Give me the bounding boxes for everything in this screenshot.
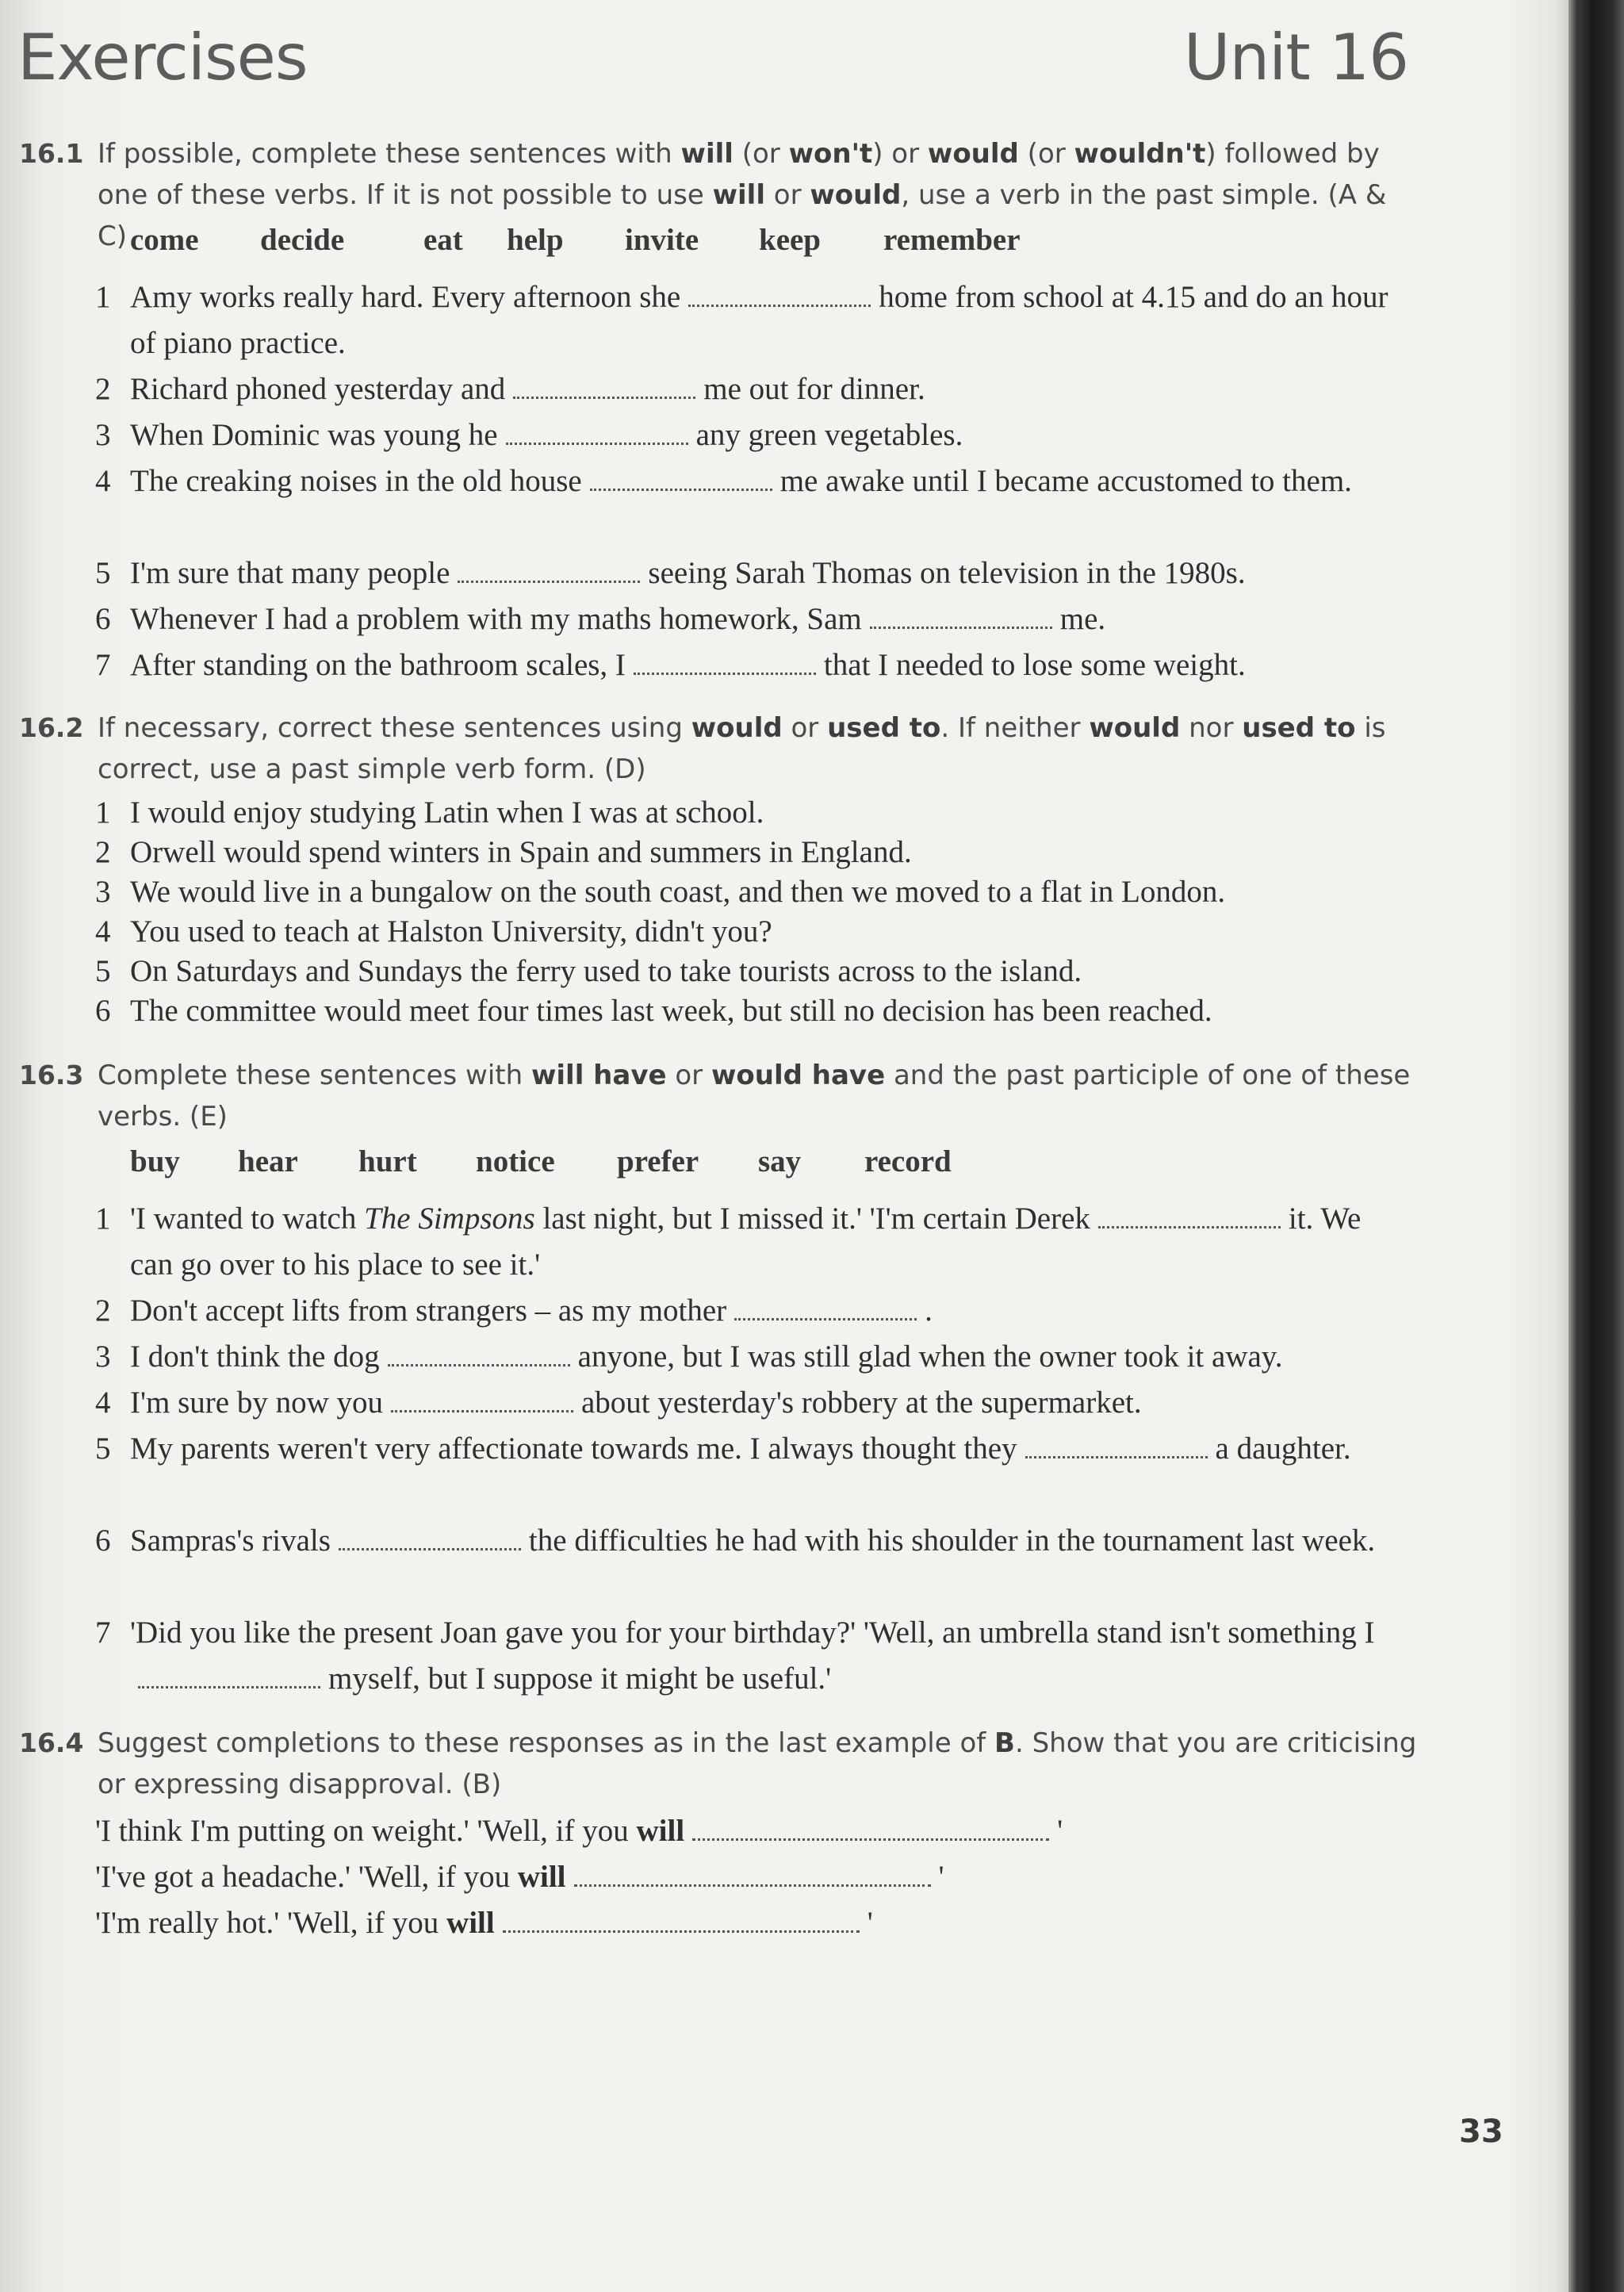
answer-blank[interactable] xyxy=(590,481,772,491)
exercise-item: 2 Orwell would spend winters in Spain and summers in England. xyxy=(95,835,912,869)
exercise-number: 16.2 xyxy=(19,712,84,743)
answer-blank[interactable] xyxy=(574,1876,931,1887)
answer-blank[interactable] xyxy=(458,573,640,583)
exercise-instructions: Complete these sentences with will have or would have and the past participle of one of these verbs. (E) xyxy=(98,1060,1411,1133)
word: eat xyxy=(423,223,463,257)
exercise-item: 3 When Dominic was young he any green vegetables. xyxy=(95,418,963,452)
exercise-number: 16.4 xyxy=(19,1727,84,1758)
exercise-item: 2 Don't accept lifts from strangers – as my mother . xyxy=(95,1294,933,1328)
exercise-item: 5 I'm sure that many people seeing Sarah Thomas on television in the 1980s. xyxy=(95,556,1246,590)
word: hurt xyxy=(358,1144,417,1179)
word: buy xyxy=(130,1144,180,1179)
exercise-instructions: If necessary, correct these sentences using would or used to. If neither would nor used to is correct, use a past simple verb form. (D) xyxy=(98,712,1386,785)
exercise-item: 3 I don't think the dog anyone, but I was still glad when the owner took it away. xyxy=(95,1340,1283,1374)
word: help xyxy=(507,223,564,257)
page-number: 33 xyxy=(1459,2114,1503,2150)
exercise-item: 4 The creaking noises in the old house me awake until I became accustomed to them. xyxy=(95,464,1352,498)
answer-blank[interactable] xyxy=(1098,1218,1281,1228)
answer-blank[interactable] xyxy=(513,389,695,399)
answer-blank[interactable] xyxy=(692,1830,1049,1841)
word: keep xyxy=(759,223,821,257)
answer-blank[interactable] xyxy=(734,1310,917,1320)
answer-blank[interactable] xyxy=(506,435,688,445)
word: say xyxy=(758,1144,802,1179)
exercise-item: 1 'I wanted to watch The Simpsons last night, but I missed it.' 'I'm certain Derek it. We can go over to his place to see it.' xyxy=(95,1202,1362,1282)
book-spine xyxy=(1568,0,1624,2292)
exercise-number: 16.1 xyxy=(19,138,84,169)
exercise-item: 1 Amy works really hard. Every afternoon she home from school at 4.15 and do an hour of piano practice. xyxy=(95,280,1388,360)
word: hear xyxy=(238,1144,298,1179)
tv-show-title: The Simpsons xyxy=(364,1202,535,1236)
exercise-item: 5 On Saturdays and Sundays the ferry used to take tourists across to the island. xyxy=(95,954,1082,988)
exercise-item: 6 Sampras's rivals the difficulties he had with his shoulder in the tournament last week. xyxy=(95,1524,1376,1558)
exercise-item: 5 My parents weren't very affectionate towards me. I always thought they a daughter. xyxy=(95,1432,1351,1466)
answer-blank[interactable] xyxy=(138,1678,320,1688)
answer-blank[interactable] xyxy=(503,1922,860,1933)
word: invite xyxy=(625,223,699,257)
exercise-item: 6 Whenever I had a problem with my maths homework, Sam me. xyxy=(95,602,1106,636)
word: prefer xyxy=(617,1144,699,1179)
answer-blank[interactable] xyxy=(339,1540,521,1550)
answer-blank[interactable] xyxy=(634,665,816,675)
response-line: 'I'm really hot.' 'Well, if you will ' xyxy=(95,1906,873,1940)
exercise-item: 2 Richard phoned yesterday and me out for dinner. xyxy=(95,372,925,406)
answer-blank[interactable] xyxy=(688,297,871,307)
answer-blank[interactable] xyxy=(1025,1448,1208,1458)
unit-label: Unit 16 xyxy=(1183,21,1408,94)
answer-blank[interactable] xyxy=(870,619,1052,629)
answer-blank[interactable] xyxy=(391,1402,573,1412)
exercise-item: 4 I'm sure by now you about yesterday's robbery at the supermarket. xyxy=(95,1386,1142,1420)
exercise-number: 16.3 xyxy=(19,1060,84,1090)
exercise-item: 7 'Did you like the present Joan gave you for your birthday?' 'Well, an umbrella stand isn't something Imyself, but I suppose it might be useful.' xyxy=(95,1616,1375,1696)
exercise-instructions: If possible, complete these sentences with will (or won't) or would (or wouldn't) followed by one of these verbs. If it is not possible to use will or would, use a verb in the past simple. (A & C) xyxy=(98,138,1387,252)
exercise-item: 4 You used to teach at Halston University, didn't you? xyxy=(95,914,772,949)
exercise-item: 1 I would enjoy studying Latin when I was at school. xyxy=(95,795,764,830)
word: record xyxy=(864,1144,952,1179)
word: notice xyxy=(476,1144,555,1179)
exercise-instructions: Suggest completions to these responses as in the last example of B. Show that you are criticising or expressing disapproval. (B) xyxy=(98,1727,1417,1800)
exercise-item: 7 After standing on the bathroom scales, I that I needed to lose some weight. xyxy=(95,648,1246,682)
answer-blank[interactable] xyxy=(388,1356,570,1366)
exercise-item: 6 The committee would meet four times last week, but still no decision has been reached. xyxy=(95,994,1212,1028)
response-line: 'I've got a headache.' 'Well, if you will ' xyxy=(95,1860,944,1894)
word: decide xyxy=(260,223,345,257)
word: come xyxy=(130,223,199,257)
page-title: Exercises xyxy=(17,21,308,94)
word: remember xyxy=(883,223,1021,257)
response-line: 'I think I'm putting on weight.' 'Well, if you will ' xyxy=(95,1814,1063,1848)
exercise-item: 3 We would live in a bungalow on the south coast, and then we moved to a flat in London. xyxy=(95,875,1226,909)
